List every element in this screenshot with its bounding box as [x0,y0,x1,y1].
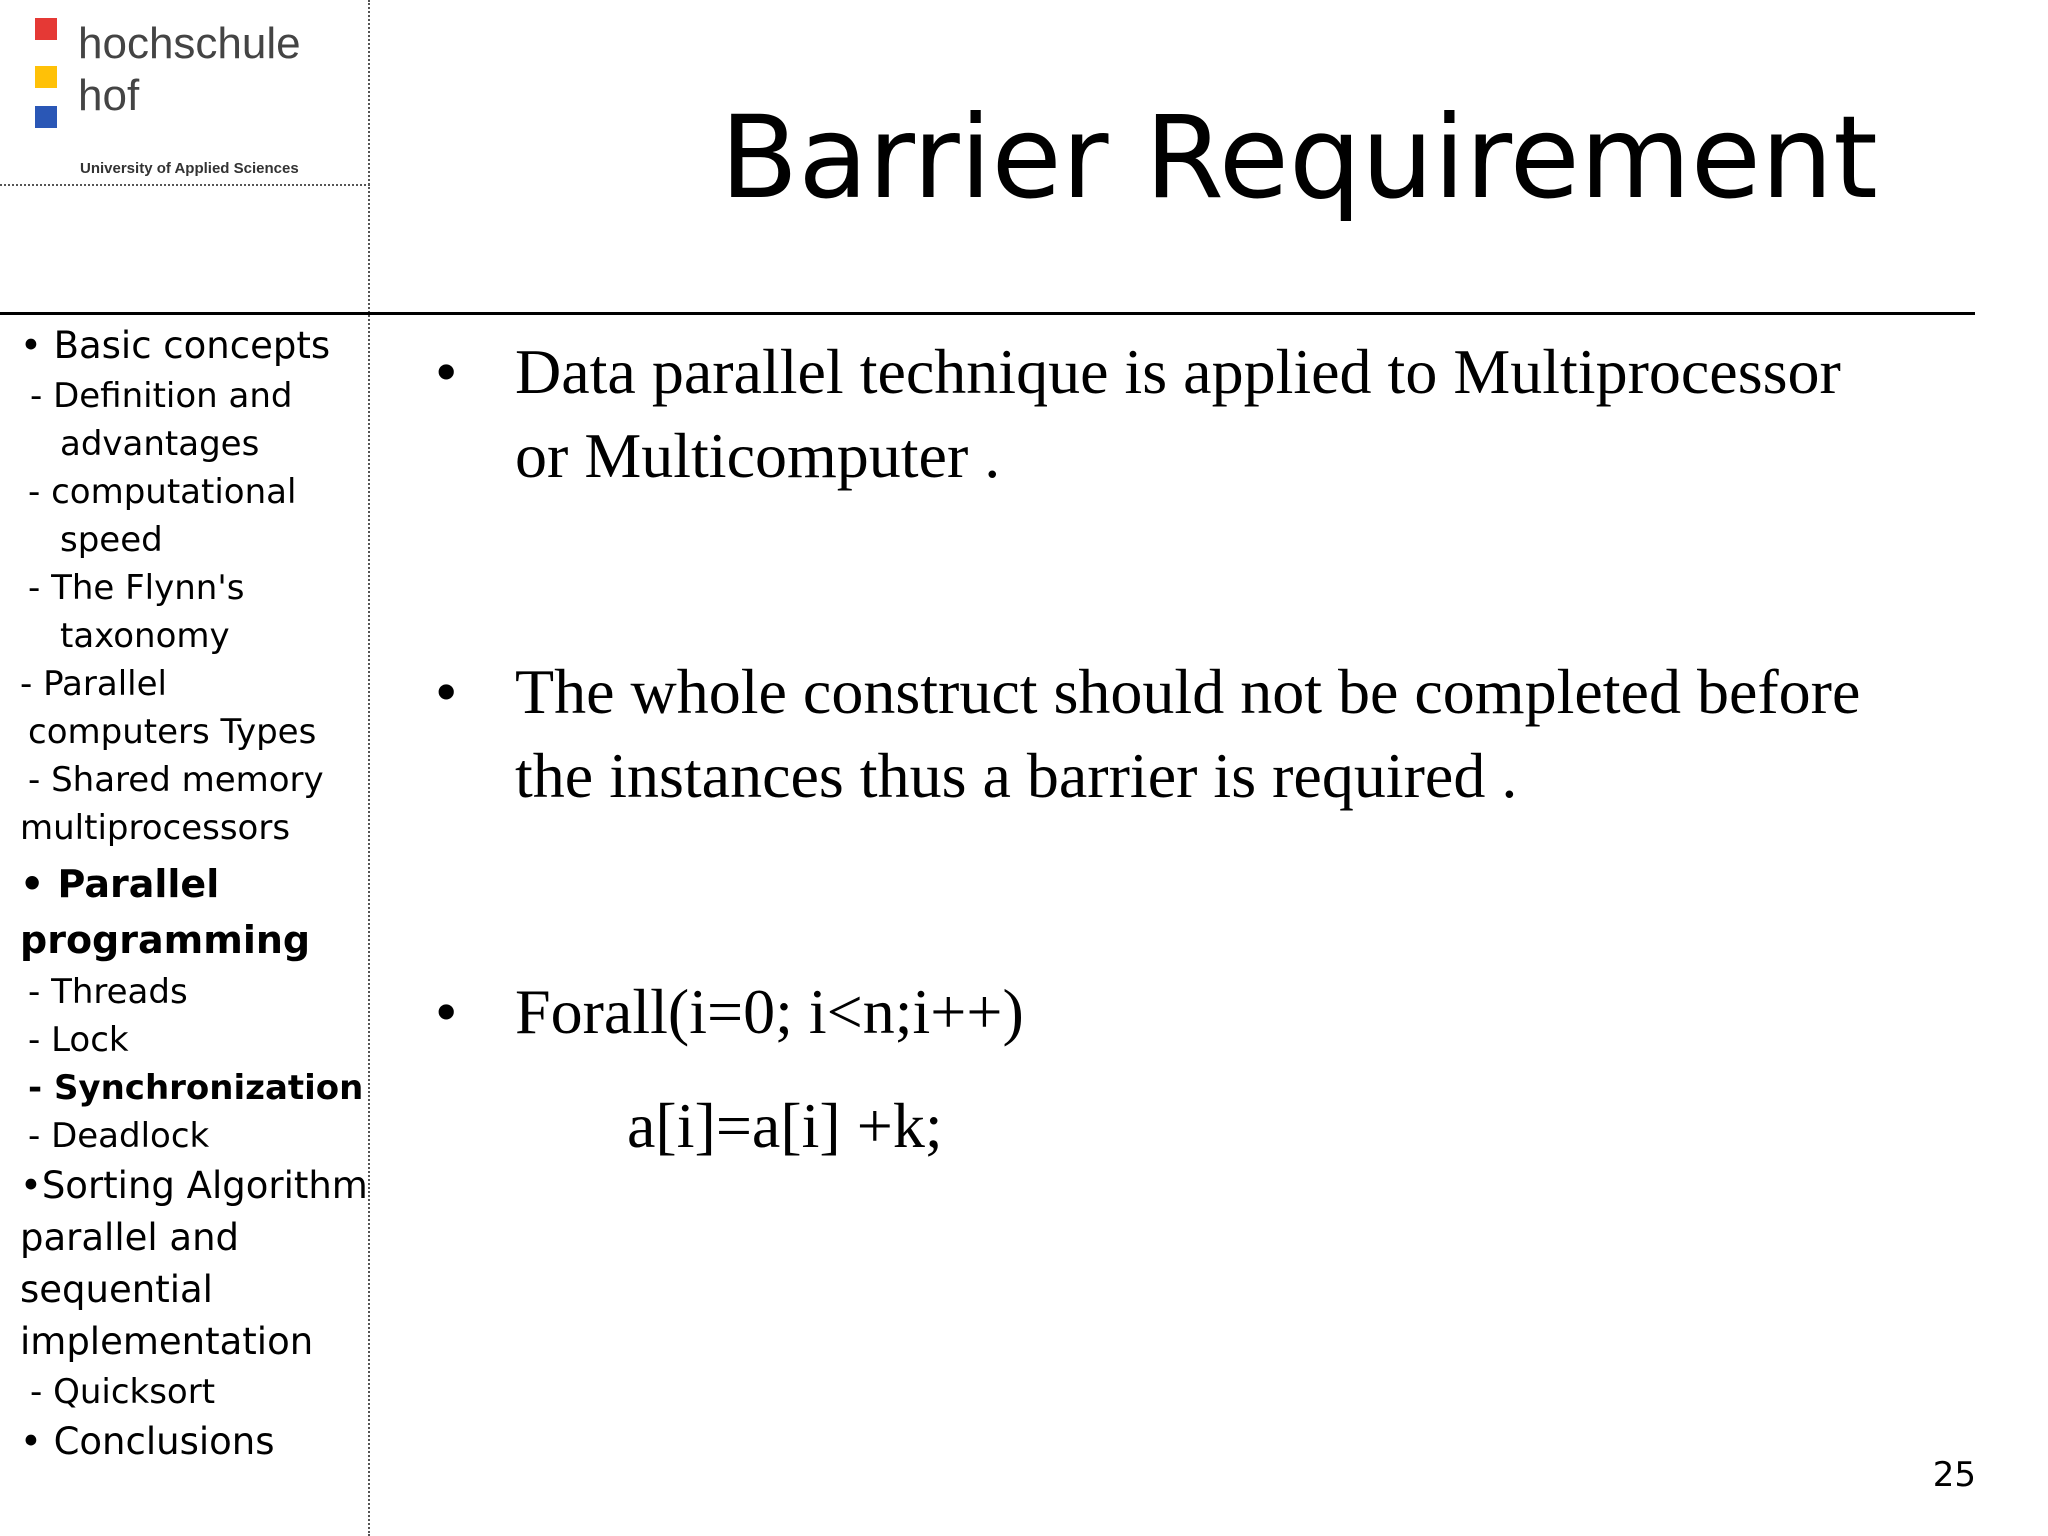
bullet-icon: • [435,656,458,727]
logo-line1: hochschule [78,19,301,68]
sidebar-divider [368,0,370,1536]
bullet-text-line: or Multicomputer . [515,420,1001,491]
bullet-text-line: Data parallel technique is applied to Multiprocessor [515,336,1841,407]
logo-blue-square [35,106,57,128]
agenda-item: • Basic concepts [20,324,331,367]
agenda-item: - computational [28,472,297,512]
agenda-item: - Lock [28,1020,129,1060]
bullet-point [435,970,1995,1168]
agenda-item: - The Flynn's [28,568,245,608]
code-line: a[i]=a[i] +k; [627,1090,943,1161]
agenda-item: - Quicksort [30,1372,216,1412]
agenda-item: - Threads [28,972,188,1012]
logo-divider [0,184,370,186]
agenda-item-current: - Synchronization [28,1068,364,1108]
agenda-item: - Shared memory [28,760,324,800]
agenda-item: taxonomy [60,616,230,656]
bullet-text-line: The whole construct should not be completed before [515,656,1861,727]
bullet-point [435,330,1995,498]
logo-red-square [35,18,57,40]
page-number: 25 [1932,1455,1976,1495]
agenda-item: advantages [60,424,260,464]
bullet-point [435,650,1995,818]
agenda-item: - Definition and [30,376,293,416]
title-rule [0,312,1975,315]
agenda-item: implementation [20,1320,314,1363]
agenda-item-current: programming [20,918,311,962]
bullet-icon: • [435,336,458,407]
agenda-item: - Parallel [20,664,167,704]
agenda-item: • Conclusions [20,1420,275,1463]
agenda-item: multiprocessors [20,808,291,848]
slide-content [435,330,1995,1168]
agenda-item: - Deadlock [28,1116,210,1156]
agenda-item: speed [60,520,163,560]
code-line: Forall(i=0; i<n;i++) [515,976,1024,1047]
agenda-item: sequential [20,1268,213,1311]
agenda-sidebar [20,320,368,1468]
logo-subtitle: University of Applied Sciences [80,160,299,177]
logo-line2: hof [78,71,140,120]
bullet-icon: • [435,976,458,1047]
agenda-item: •Sorting Algorithm [20,1164,368,1207]
bullet-text-line: the instances thus a barrier is required . [515,740,1518,811]
logo-name [78,18,301,122]
agenda-item: parallel and [20,1216,240,1259]
logo-yellow-square [35,66,57,88]
slide-title: Barrier Requirement [720,91,1878,224]
agenda-item: computers Types [28,712,317,752]
university-logo [35,18,335,178]
agenda-item-current: • Parallel [20,862,220,906]
